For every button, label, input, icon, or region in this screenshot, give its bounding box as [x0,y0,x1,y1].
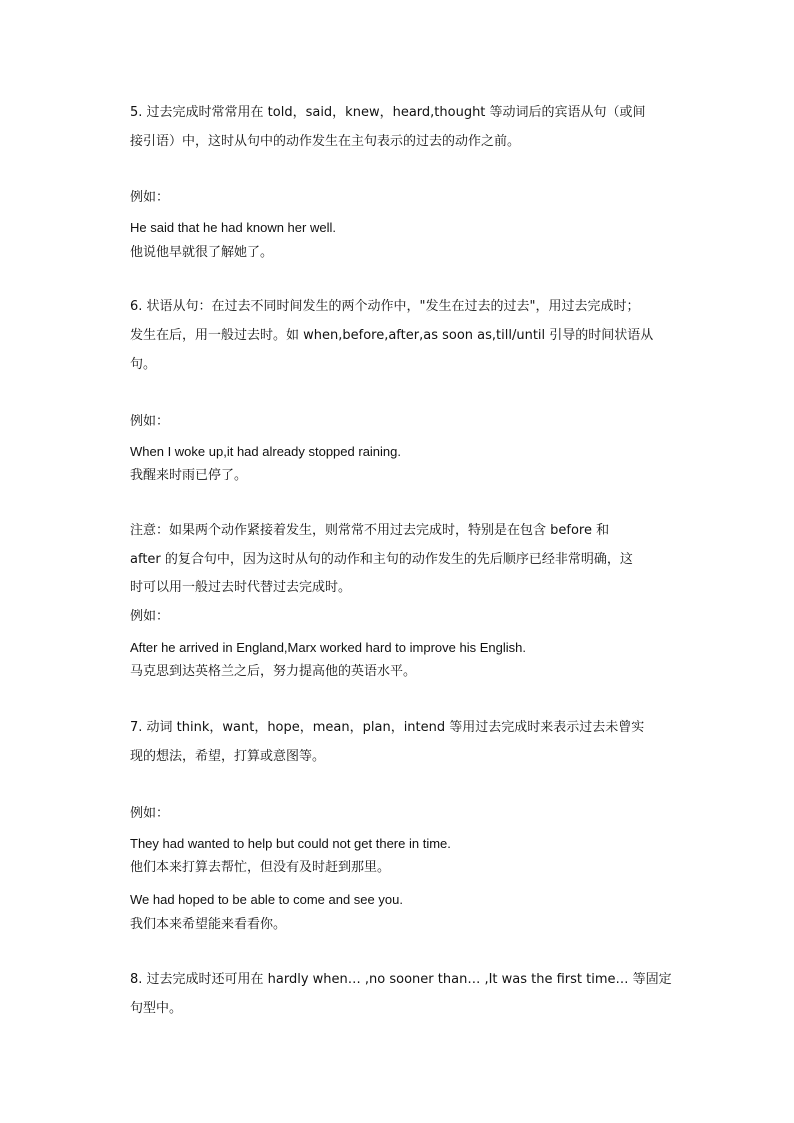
note-line-2: after 的复合句中，因为这时从句的动作和主句的动作发生的先后顺序已经非常明确，这 [130,552,633,567]
note-example-chinese: 马克思到达英格兰之后，努力提高他的英语水平。 [130,664,417,679]
s7-line-1: 7. 动词 think，want，hope，mean，plan，intend 等用过去完成时来表示过去未曾实 [130,720,645,735]
s7-example-label: 例如： [130,806,170,821]
s7-example-2-english: We had hoped to be able to come and see you. [130,892,403,907]
s6-example-label: 例如： [130,414,170,429]
note-example-label: 例如： [130,609,170,624]
s8-line-2: 句型中。 [130,1001,183,1016]
s5-line-1: 5. 过去完成时常常用在 told，said，knew，heard,thought 等动词后的宾语从句（或间 [130,105,646,120]
s8-line-1: 8. 过去完成时还可用在 hardly when… ,no sooner than… ,It was the first time… 等固定 [130,972,672,987]
s7-example-1-chinese: 他们本来打算去帮忙，但没有及时赶到那里。 [130,860,391,875]
s7-example-1-english: They had wanted to help but could not get there in time. [130,836,451,851]
note-line-3: 时可以用一般过去时代替过去完成时。 [130,580,352,595]
s5-example-label: 例如： [130,190,170,205]
s6-example-english: When I woke up,it had already stopped raining. [130,444,402,459]
s5-example-chinese: 他说他早就很了解她了。 [130,245,274,260]
s6-example-chinese: 我醒来时雨已停了。 [130,468,248,483]
s7-line-2: 现的想法，希望，打算或意图等。 [130,749,326,764]
s6-line-3: 句。 [130,357,157,372]
s5-example-english: He said that he had known her well. [130,220,336,235]
note-line-1: 注意：如果两个动作紧接着发生，则常常不用过去完成时，特别是在包含 before 和 [130,523,610,538]
s6-line-2: 发生在后，用一般过去时。如 when,before,after,as soon as,till/until 引导的时间状语从 [130,328,654,343]
note-example-english: After he arrived in England,Marx worked hard to improve his English. [130,640,526,655]
s6-line-1: 6. 状语从句：在过去不同时间发生的两个动作中，"发生在过去的过去"，用过去完成时； [130,299,640,314]
s5-line-2: 接引语）中，这时从句中的动作发生在主句表示的过去的动作之前。 [130,134,521,149]
s7-example-2-chinese: 我们本来希望能来看看你。 [130,917,287,932]
